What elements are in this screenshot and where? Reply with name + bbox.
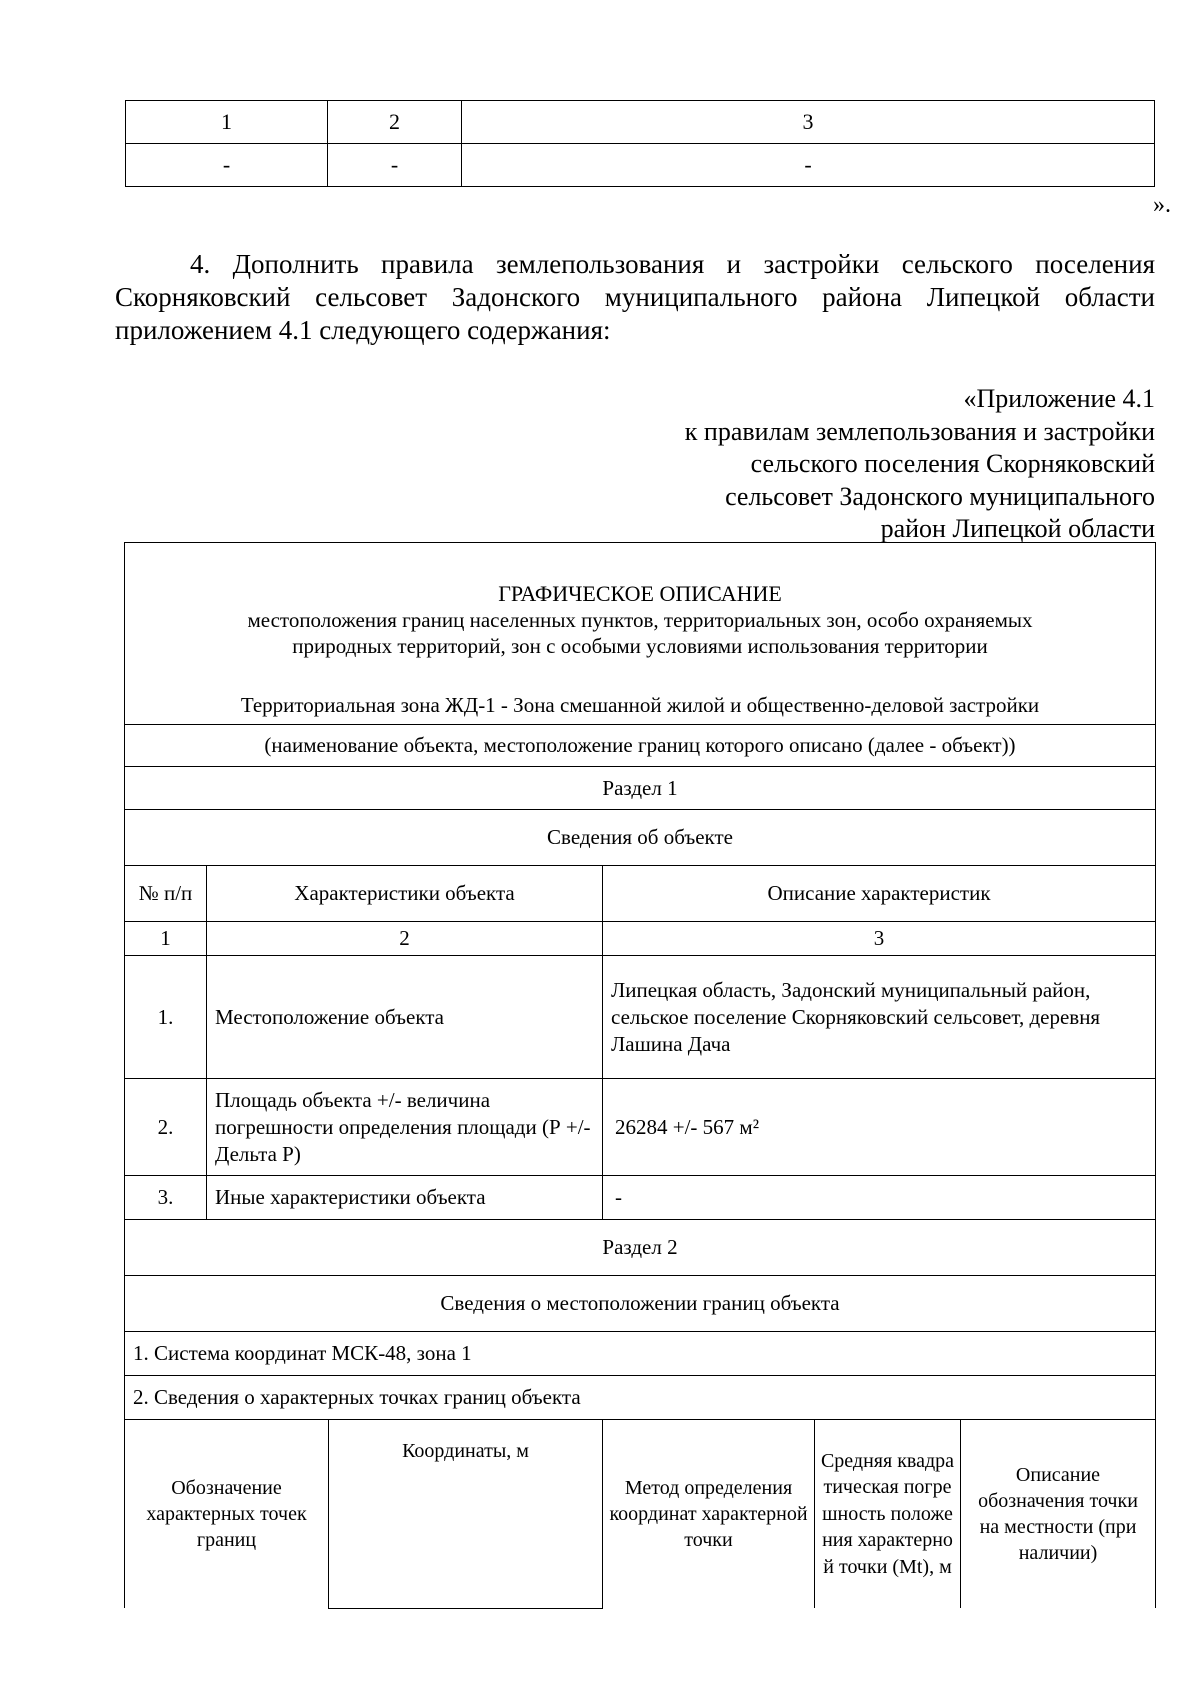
top-table-header-cell: 3 bbox=[462, 101, 1155, 144]
top-table-cell: - bbox=[328, 144, 462, 187]
column-number: 3 bbox=[603, 922, 1156, 956]
amendment-paragraph: 4. Дополнить правила землепользования и застройки сельского поселения Скорняковский сельсовет Задонского муниципального района Липецкой области приложением 4.1 следующего содержания: bbox=[115, 249, 1155, 345]
table-header-description: Описание характеристик bbox=[603, 866, 1156, 922]
description-title: ГРАФИЧЕСКОЕ ОПИСАНИЕ bbox=[498, 581, 782, 606]
section1-subtitle-row bbox=[125, 810, 1156, 866]
appendix-line: сельского поселения Скорняковский bbox=[750, 449, 1155, 478]
top-table-row bbox=[126, 144, 1155, 187]
header-designation: Обозначение характерных точек границ bbox=[125, 1420, 329, 1609]
top-table bbox=[125, 100, 1155, 187]
header-rms: Средняя квадратическая погрешность положения характерной точки (Mt), м bbox=[815, 1420, 961, 1609]
column-number: 1 bbox=[125, 922, 207, 956]
appendix-header bbox=[685, 383, 1155, 546]
points-caption: 2. Сведения о характерных точках границ объекта bbox=[125, 1376, 1156, 1420]
section1-header-row bbox=[125, 866, 1156, 922]
section1-numbers-row bbox=[125, 922, 1156, 956]
description-subtitle-line: природных территорий, зон с особыми условиями использования территории bbox=[292, 634, 988, 658]
top-table-header-cell: 2 bbox=[328, 101, 462, 144]
column-number: 2 bbox=[207, 922, 603, 956]
points-header-row bbox=[125, 1420, 1156, 1609]
appendix-line: «Приложение 4.1 bbox=[963, 384, 1155, 413]
section2-title-row bbox=[125, 1220, 1156, 1276]
section1-title: Раздел 1 bbox=[125, 767, 1156, 810]
description-subtitle-line: местоположения границ населенных пунктов, территориальных зон, особо охраняемых bbox=[247, 608, 1033, 632]
section2-title: Раздел 2 bbox=[125, 1220, 1156, 1276]
section2-subtitle: Сведения о местоположении границ объекта bbox=[125, 1276, 1156, 1332]
appendix-line: сельсовет Задонского муниципального bbox=[725, 481, 1155, 511]
row-number: 1. bbox=[125, 956, 207, 1079]
row-value: Липецкая область, Задонский муниципальный район, сельское поселение Скорняковский сельсовет, деревня Лашина Дача bbox=[603, 956, 1156, 1079]
table-row bbox=[125, 1176, 1156, 1220]
coordinate-system: 1. Система координат МСК-48, зона 1 bbox=[125, 1332, 1156, 1376]
row-characteristic: Площадь объекта +/- величина погрешности определения площади (Р +/- Дельта Р) bbox=[207, 1079, 603, 1176]
row-number: 2. bbox=[125, 1079, 207, 1176]
header-point-description: Описание обозначения точки на местности (при наличии) bbox=[961, 1420, 1156, 1609]
graphic-description-table bbox=[124, 542, 1156, 1609]
top-table-cell: - bbox=[126, 144, 328, 187]
top-table-cell: - bbox=[462, 144, 1155, 187]
zone-caption: (наименование объекта, местоположение границ которого описано (далее - объект)) bbox=[125, 725, 1156, 767]
header-coordinates: Координаты, м bbox=[329, 1420, 603, 1609]
section2-subtitle-row bbox=[125, 1276, 1156, 1332]
appendix-line: к правилам землепользования и застройки bbox=[684, 416, 1155, 446]
coord-system-row bbox=[125, 1332, 1156, 1376]
closing-quote: ». bbox=[1153, 192, 1171, 218]
top-table-header-cell: 1 bbox=[126, 101, 328, 144]
appendix-line: район Липецкой области bbox=[880, 514, 1155, 543]
row-value: - bbox=[603, 1176, 1156, 1220]
row-number: 3. bbox=[125, 1176, 207, 1220]
section1-title-row bbox=[125, 767, 1156, 810]
table-row bbox=[125, 956, 1156, 1079]
section1-subtitle: Сведения об объекте bbox=[125, 810, 1156, 866]
row-value: 26284 +/- 567 м² bbox=[603, 1079, 1156, 1176]
table-row bbox=[125, 1079, 1156, 1176]
zone-name: Территориальная зона ЖД-1 - Зона смешанной жилой и общественно-деловой застройки bbox=[240, 693, 1040, 717]
row-characteristic: Местоположение объекта bbox=[207, 956, 603, 1079]
table-header-characteristics: Характеристики объекта bbox=[207, 866, 603, 922]
zone-caption-row bbox=[125, 725, 1156, 767]
points-caption-row bbox=[125, 1376, 1156, 1420]
header-method: Метод определения координат характерной точки bbox=[603, 1420, 815, 1609]
row-characteristic: Иные характеристики объекта bbox=[207, 1176, 603, 1220]
description-header-row bbox=[125, 543, 1156, 725]
top-table-header-row bbox=[126, 101, 1155, 144]
table-header-number: № п/п bbox=[125, 866, 207, 922]
